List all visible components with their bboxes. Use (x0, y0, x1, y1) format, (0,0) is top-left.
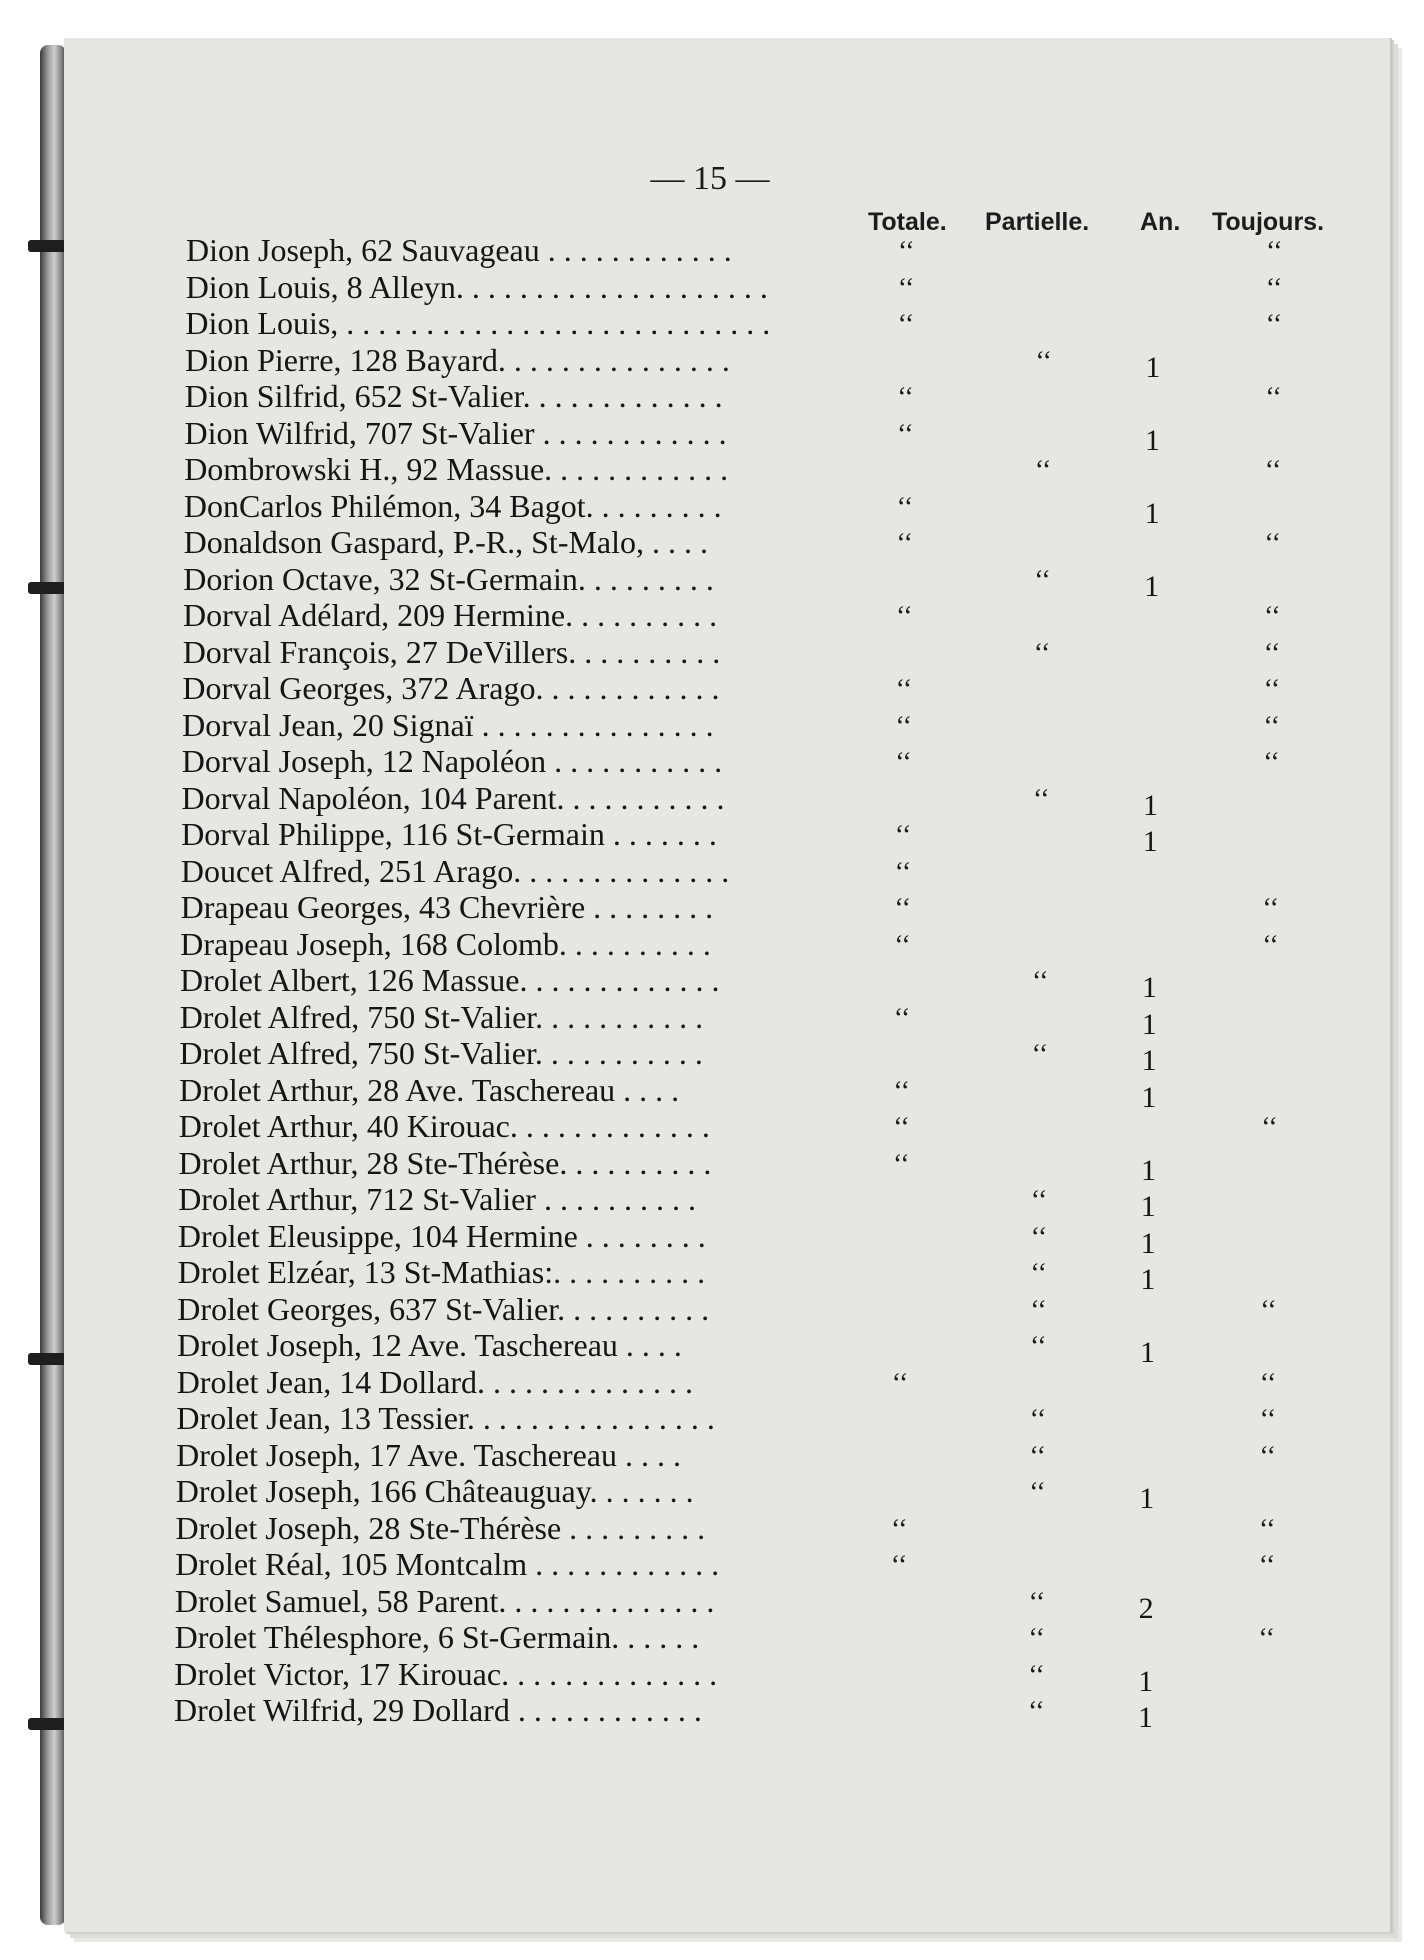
entry-totale-mark: ‘‘ (896, 491, 914, 523)
list-item (0, 1144, 1424, 1187)
entry-name: Dorval François, 27 DeVillers. . . . . . . . . . (182, 633, 721, 670)
entry-totale-mark: ‘‘ (890, 1550, 908, 1581)
entry-toujours-mark: ‘‘ (1259, 1440, 1276, 1472)
list-item (0, 1254, 1424, 1296)
list-item (0, 269, 1424, 305)
entry-partielle-mark: ‘‘ (1030, 1294, 1047, 1326)
entry-toujours-mark: ‘‘ (1264, 601, 1281, 632)
list-item (0, 1400, 1424, 1436)
entry-toujours-mark: ‘‘ (1264, 455, 1282, 486)
entry-name: Drolet Victor, 17 Kirouac. . . . . . . . . . . . . . (174, 1655, 718, 1692)
column-header-partielle: Partielle. (985, 208, 1090, 236)
list-item (0, 1582, 1424, 1625)
list-item (0, 998, 1424, 1041)
entry-totale-mark: ‘‘ (893, 1075, 910, 1107)
entry-toujours-mark: ‘‘ (1260, 1294, 1277, 1326)
entry-partielle-mark: ‘‘ (1033, 637, 1051, 669)
entry-partielle-mark: ‘‘ (1035, 345, 1052, 377)
entry-name: Drolet Jean, 14 Dollard. . . . . . . . . . . . . . (176, 1363, 694, 1400)
entry-partielle-mark: ‘‘ (1029, 1404, 1047, 1435)
list-item (0, 560, 1424, 603)
entry-partielle-mark: ‘‘ (1030, 1331, 1047, 1362)
entry-toujours-mark: ‘‘ (1259, 1404, 1277, 1435)
entry-name: Drolet Alfred, 750 St-Valier. . . . . . . . . . . (179, 998, 704, 1035)
list-item (0, 451, 1424, 487)
entry-name: Drolet Joseph, 17 Ave. Taschereau . . . . (176, 1436, 681, 1473)
entry-an-count: 1 (1145, 350, 1161, 384)
entry-partielle-mark: ‘‘ (1034, 564, 1051, 596)
entry-name: Dion Louis, 8 Alleyn. . . . . . . . . . . . . . . . . . . . (185, 268, 768, 305)
list-item (0, 305, 1424, 341)
list-item (0, 889, 1424, 925)
list-item (0, 634, 1424, 670)
entry-an-count: 1 (1141, 1080, 1157, 1114)
list-item (0, 597, 1424, 633)
entry-totale-mark: ‘‘ (894, 820, 912, 851)
entry-partielle-mark: ‘‘ (1034, 455, 1052, 486)
list-item (0, 487, 1424, 530)
list-item (0, 1437, 1424, 1473)
entry-name: Drolet Thélesphore, 6 St-Germain. . . . . . (174, 1619, 700, 1655)
entry-toujours-mark: ‘‘ (1259, 1513, 1276, 1545)
entry-an-count: 2 (1138, 1591, 1154, 1625)
entry-name: Doucet Alfred, 251 Arago. . . . . . . . . . . . . . (180, 852, 730, 889)
entry-totale-mark: ‘‘ (894, 893, 911, 924)
entry-name: Drolet Alfred, 750 St-Valier. . . . . . . . . . . (179, 1035, 703, 1071)
column-header-totale: Totale. (868, 208, 947, 236)
entry-partielle-mark: ‘‘ (1028, 1586, 1046, 1618)
entry-name: Dorion Octave, 32 St-Germain. . . . . . . . . (183, 560, 714, 597)
entry-totale-mark: ‘‘ (897, 418, 914, 450)
entry-an-count: 1 (1138, 1701, 1153, 1734)
list-item (0, 962, 1424, 1004)
list-item (0, 926, 1424, 962)
list-item (0, 1619, 1424, 1655)
entry-toujours-mark: ‘‘ (1262, 929, 1279, 961)
entry-name: DonCarlos Philémon, 34 Bagot. . . . . . . . . (183, 487, 722, 524)
entry-name: Drolet Arthur, 28 Ste-Thérèse. . . . . . . . . . (178, 1144, 712, 1181)
entry-toujours-mark: ‘‘ (1259, 1367, 1277, 1399)
list-item (0, 816, 1424, 858)
entry-totale-mark: ‘‘ (893, 1002, 911, 1034)
entry-toujours-mark: ‘‘ (1261, 1112, 1278, 1143)
entry-toujours-mark: ‘‘ (1265, 309, 1283, 340)
list-item (0, 853, 1424, 889)
entry-toujours-mark: ‘‘ (1263, 637, 1281, 669)
entry-name: Dorval Georges, 372 Arago. . . . . . . . . . . . (182, 670, 720, 706)
entry-name: Drolet Joseph, 166 Châteauguay. . . . . . . (175, 1473, 694, 1509)
entry-partielle-mark: ‘‘ (1030, 1221, 1048, 1253)
entry-name: Drolet Wilfrid, 29 Dollard . . . . . . . . . . . . (174, 1692, 702, 1728)
entry-totale-mark: ‘‘ (897, 309, 915, 340)
list-item (0, 1473, 1424, 1515)
entry-an-count: 1 (1140, 1190, 1156, 1223)
list-item (0, 1692, 1424, 1734)
entry-name: Dorval Adélard, 209 Hermine. . . . . . . . . . (183, 597, 718, 633)
entry-an-count: 1 (1145, 423, 1160, 457)
entry-name: Drolet Joseph, 12 Ave. Taschereau . . . . (177, 1327, 682, 1363)
list-item (0, 1035, 1424, 1077)
entry-name: Dorval Napoléon, 104 Parent. . . . . . . . . . . (181, 779, 725, 816)
entry-name: Dorval Jean, 20 Signaï . . . . . . . . . . . . . . . (182, 706, 714, 743)
entry-toujours-mark: ‘‘ (1258, 1550, 1276, 1581)
entry-name: Donaldson Gaspard, P.-R., St-Malo, . . . . (183, 524, 709, 560)
entry-totale-mark: ‘‘ (895, 674, 913, 705)
entry-partielle-mark: ‘‘ (1028, 1623, 1045, 1654)
list-item (0, 779, 1424, 822)
list-item (0, 1108, 1424, 1144)
entry-name: Dion Wilfrid, 707 St-Valier . . . . . . . . . . . . (184, 414, 727, 451)
entry-an-count: 1 (1142, 825, 1158, 858)
entry-name: Dion Pierre, 128 Bayard. . . . . . . . . . . . . . . (185, 341, 730, 378)
entry-toujours-mark: ‘‘ (1265, 382, 1282, 413)
entry-toujours-mark: ‘‘ (1264, 528, 1281, 559)
entry-name: Drapeau Georges, 43 Chevrière . . . . . . . . (180, 889, 714, 925)
entry-totale-mark: ‘‘ (897, 382, 914, 413)
entry-name: Drolet Albert, 126 Massue. . . . . . . . . . . . . (180, 962, 720, 998)
entry-toujours-mark: ‘‘ (1265, 272, 1283, 304)
entry-name: Dorval Philippe, 116 St-Germain . . . . . . . (181, 816, 717, 852)
list-item (0, 1655, 1424, 1698)
list-item (0, 1510, 1424, 1546)
entry-an-count: 1 (1140, 1263, 1156, 1296)
entry-name: Drolet Joseph, 28 Ste-Thérèse . . . . . . . . . (175, 1509, 706, 1546)
entry-name: Drolet Jean, 13 Tessier. . . . . . . . . . . . . . . . (176, 1400, 715, 1436)
entry-an-count: 1 (1140, 1336, 1155, 1369)
list-item (0, 743, 1424, 779)
list-item (0, 524, 1424, 560)
entry-name: Dion Silfrid, 652 St-Valier. . . . . . . . . . . . . (184, 378, 723, 414)
entry-name: Dombrowski H., 92 Massue. . . . . . . . . . . . (184, 451, 729, 487)
entry-totale-mark: ‘‘ (896, 601, 913, 632)
entry-name: Dorval Joseph, 12 Napoléon . . . . . . . . . . . (181, 743, 723, 779)
entry-totale-mark: ‘‘ (895, 710, 912, 742)
entry-partielle-mark: ‘‘ (1029, 1440, 1046, 1472)
list-item (0, 378, 1424, 414)
entry-an-count: 1 (1143, 788, 1158, 822)
entry-name: Dion Joseph, 62 Sauvageau . . . . . . . . . . . . (186, 232, 732, 268)
list-item (0, 414, 1424, 457)
entry-totale-mark: ‘‘ (898, 236, 915, 267)
entry-partielle-mark: ‘‘ (1030, 1185, 1048, 1216)
entry-totale-mark: ‘‘ (894, 856, 912, 888)
entry-totale-mark: ‘‘ (897, 272, 915, 304)
entry-name: Drolet Réal, 105 Montcalm . . . . . . . . . . . . (175, 1546, 720, 1582)
entry-name: Drapeau Joseph, 168 Colomb. . . . . . . . . . (180, 925, 711, 962)
column-header-toujours: Toujours. (1212, 208, 1325, 236)
entry-partielle-mark: ‘‘ (1033, 783, 1050, 815)
entry-partielle-mark: ‘‘ (1032, 966, 1049, 997)
entry-name: Drolet Eleusippe, 104 Hermine . . . . . . . . (177, 1217, 706, 1254)
entry-totale-mark: ‘‘ (894, 929, 911, 961)
entry-an-count: 1 (1139, 1482, 1155, 1515)
entry-name: Drolet Elzéar, 13 St-Mathias:. . . . . . . . . . (177, 1254, 706, 1290)
entry-totale-mark: ‘‘ (896, 528, 913, 559)
entry-an-count: 1 (1142, 971, 1157, 1004)
entry-name: Drolet Samuel, 58 Parent. . . . . . . . . . . . . . (174, 1582, 715, 1619)
entry-name: Drolet Georges, 637 St-Valier. . . . . . . . . . (177, 1290, 710, 1327)
entry-totale-mark: ‘‘ (891, 1367, 909, 1399)
entry-toujours-mark: ‘‘ (1262, 893, 1279, 924)
list-item (0, 1291, 1424, 1327)
entry-toujours-mark: ‘‘ (1263, 674, 1281, 705)
entry-an-count: 1 (1144, 569, 1160, 603)
entry-an-count: 1 (1140, 1226, 1156, 1260)
list-item (0, 341, 1424, 384)
entry-an-count: 1 (1141, 1044, 1157, 1077)
list-item (0, 707, 1424, 743)
list-item (0, 232, 1424, 268)
entry-partielle-mark: ‘‘ (1031, 1039, 1049, 1070)
entry-an-count: 1 (1141, 1007, 1157, 1041)
entry-toujours-mark: ‘‘ (1266, 236, 1283, 267)
list-item (0, 1546, 1424, 1582)
list-item (0, 1071, 1424, 1114)
page-number: — 15 — (650, 160, 770, 197)
entry-name: Drolet Arthur, 712 St-Valier . . . . . . . . . . (178, 1181, 696, 1217)
entry-an-count: 1 (1141, 1153, 1156, 1187)
entry-toujours-mark: ‘‘ (1263, 747, 1280, 778)
entry-name: Drolet Arthur, 28 Ave. Taschereau . . . . (179, 1071, 680, 1108)
entry-totale-mark: ‘‘ (891, 1513, 908, 1545)
list-item (0, 1327, 1424, 1369)
entry-name: Dion Louis, . . . . . . . . . . . . . . . . . . . . . . . . . . . (185, 305, 771, 341)
entry-totale-mark: ‘‘ (893, 1148, 910, 1180)
column-header-an: An. (1140, 208, 1181, 236)
entry-an-count: 1 (1144, 496, 1160, 530)
entry-partielle-mark: ‘‘ (1029, 1477, 1046, 1508)
entry-partielle-mark: ‘‘ (1030, 1258, 1047, 1289)
entry-name: Drolet Arthur, 40 Kirouac. . . . . . . . . . . . . (178, 1108, 710, 1144)
list-item (0, 1217, 1424, 1260)
entry-partielle-mark: ‘‘ (1028, 1659, 1045, 1691)
list-item (0, 1364, 1424, 1400)
entry-toujours-mark: ‘‘ (1258, 1623, 1275, 1654)
entry-totale-mark: ‘‘ (895, 747, 912, 778)
list-item (0, 670, 1424, 706)
entry-totale-mark: ‘‘ (893, 1112, 910, 1143)
entry-an-count: 1 (1138, 1664, 1154, 1698)
entry-toujours-mark: ‘‘ (1263, 710, 1280, 742)
entry-partielle-mark: ‘‘ (1028, 1696, 1045, 1727)
list-item (0, 1181, 1424, 1223)
